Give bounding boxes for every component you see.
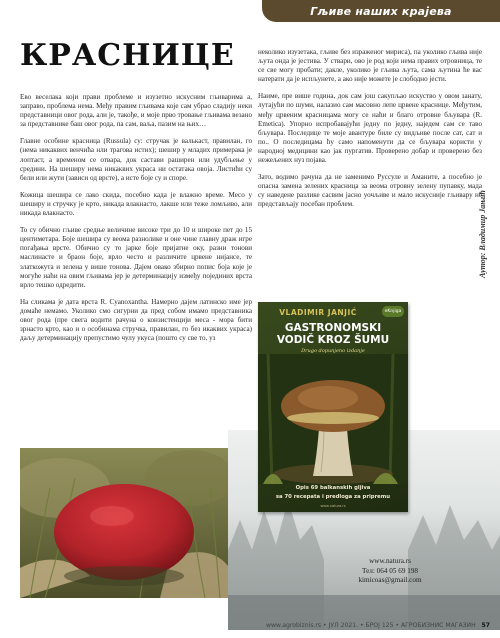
section-title: Гљиве наших крајева <box>310 4 452 18</box>
book-cover <box>258 302 408 512</box>
paragraph: Зато, водимо рачуна да не заменимо Руссуле и Аманите, а посебно је опасна замена зелених красница за веома отровну зелену пупавку, мада су наведене разлике сасвим јасно уочљиве и мало искусније гљивару не представљају посебан проблем. <box>258 173 482 209</box>
boletus-illustration <box>258 354 408 484</box>
left-column <box>20 93 252 351</box>
contact-phone: Тел: 064 05 69 198 <box>361 566 418 575</box>
mushroom-illustration <box>20 448 228 598</box>
footer-text: www.agrobiznis.rs • ЈУЛ 2021. • БРОЈ 125 • АГРОБИЗНИС МАГАЗИН <box>265 622 476 629</box>
paragraph: То су обично гљиве средње величине високе три до 10 и широке пет до 15 центиметара. Боје шешира су веома разнолике и оне чине главну драж игре погађања врсте. Обично су то јарке боје пријатне оку, разни тонови маслинасте и браон боје, врло често и различите црвене нијансе, те златкожута и зелена у више тонова. Дајем овако збирно попис боја које је могуће наћи на овим гљивама јер је детерминацију између појединих врста врло тешко одредити. <box>20 226 252 289</box>
section-header <box>262 0 500 22</box>
paragraph: На сликама је дата врста R. Cyanoxantha. Намерно дајем латинско име јер домаће немамо. Уколико смо сигурни да пред собом имамо представника овог рода (пре свега водити рачуна о конзистенцији меса - мора бити зрнасто крто, као и о особинама стручка, правилан, го без икаквих украса) даљу детерминацију препустимо чулу укуса (пошто су све то, уз <box>20 297 252 343</box>
book-publisher: www.natura.rs <box>320 504 346 508</box>
page-number: 57 <box>481 622 490 629</box>
article-title: КРАСНИЦЕ <box>20 38 235 73</box>
ebook-badge: eKnjiga <box>382 306 404 317</box>
right-column <box>258 48 482 218</box>
paragraph: Наиме, пре више година, док сам још сакупљао искуство у овом занату, лутајући по шуми, налазио сам масовно лепе црвене краснице. Међутим, међу црвеним красницама могу се наћи и благо отровне бљувара (R. Emetica). Упорно испробавајући једну по једну, наједем сам се таво бљувара. Последице те моје авантуре биле су видљиве после сат, сат и по.. О последицама ћу само напоменути да се бљувара користи у народној медицини као јак пургатив. Проверено добар и проверено без нежељених нуз појава. <box>258 92 482 165</box>
author-byline: Аутор: Владимир Јањић <box>478 190 487 278</box>
paragraph: неколико изузетака, гљиве без израженог мириса), па уколико гљива није љута онда је јестива. У ствари, ово је род који нема правих отровница, те се све могу пробати; дакле, уколико је гљива љута, сама љутина ће вас натерати да је испљунете, а ако није можете је слободно јести. <box>258 48 482 84</box>
book-edition: Drugo dopunjeno izdanje <box>301 348 365 354</box>
paragraph: Кожица шешира се лако скида, посебно када је влажно време. Месо у шеширу и стручку је крто, никада влакнасто, лакше или теже ломљиво, али никада влакнасто. <box>20 190 252 218</box>
book-title-line2: VODIČ KROZ ŠUMU <box>276 334 390 346</box>
book-subtitle-line2: sa 70 recepata i predloga za pripremu <box>275 494 391 500</box>
book-author: VLADIMIR JANJIĆ <box>279 308 357 317</box>
mushroom-photo <box>20 448 228 598</box>
contact-email[interactable]: kimicoas@gmail.com <box>358 576 422 584</box>
contact-website[interactable]: www.natura.rs <box>369 557 411 565</box>
paragraph: Главне особине красница (Russula) су: стручак је валькаст, правилан, го (нема никаквих венчића нли трагова истих); шешир у младих примерака је лоптаст, а временом се отвара, док састави раширен или удубљење у средини. На шеширу нема никаквих украса ни остатака овоја. Листићи су бели или жути (зависи од врсте), а исте боје су и споре. <box>20 137 252 182</box>
book-subtitle-line1: Opis 69 balkanskih gljiva <box>295 485 371 491</box>
contact-info <box>340 557 440 586</box>
paragraph: Ево веселака који прави проблеме и изузетно искусним гљиварима а, заправо, проблема нема. Међу правим гљивама које сам убрао сладију неки представници овог рода, али је, такође, и моје прво тровање гљивама везано за представнике баш овог рода, па сам, ваља, пазим на њих… <box>20 93 252 129</box>
book-title-line1: GASTRONOMSKI <box>284 322 382 334</box>
page-footer <box>236 622 490 629</box>
